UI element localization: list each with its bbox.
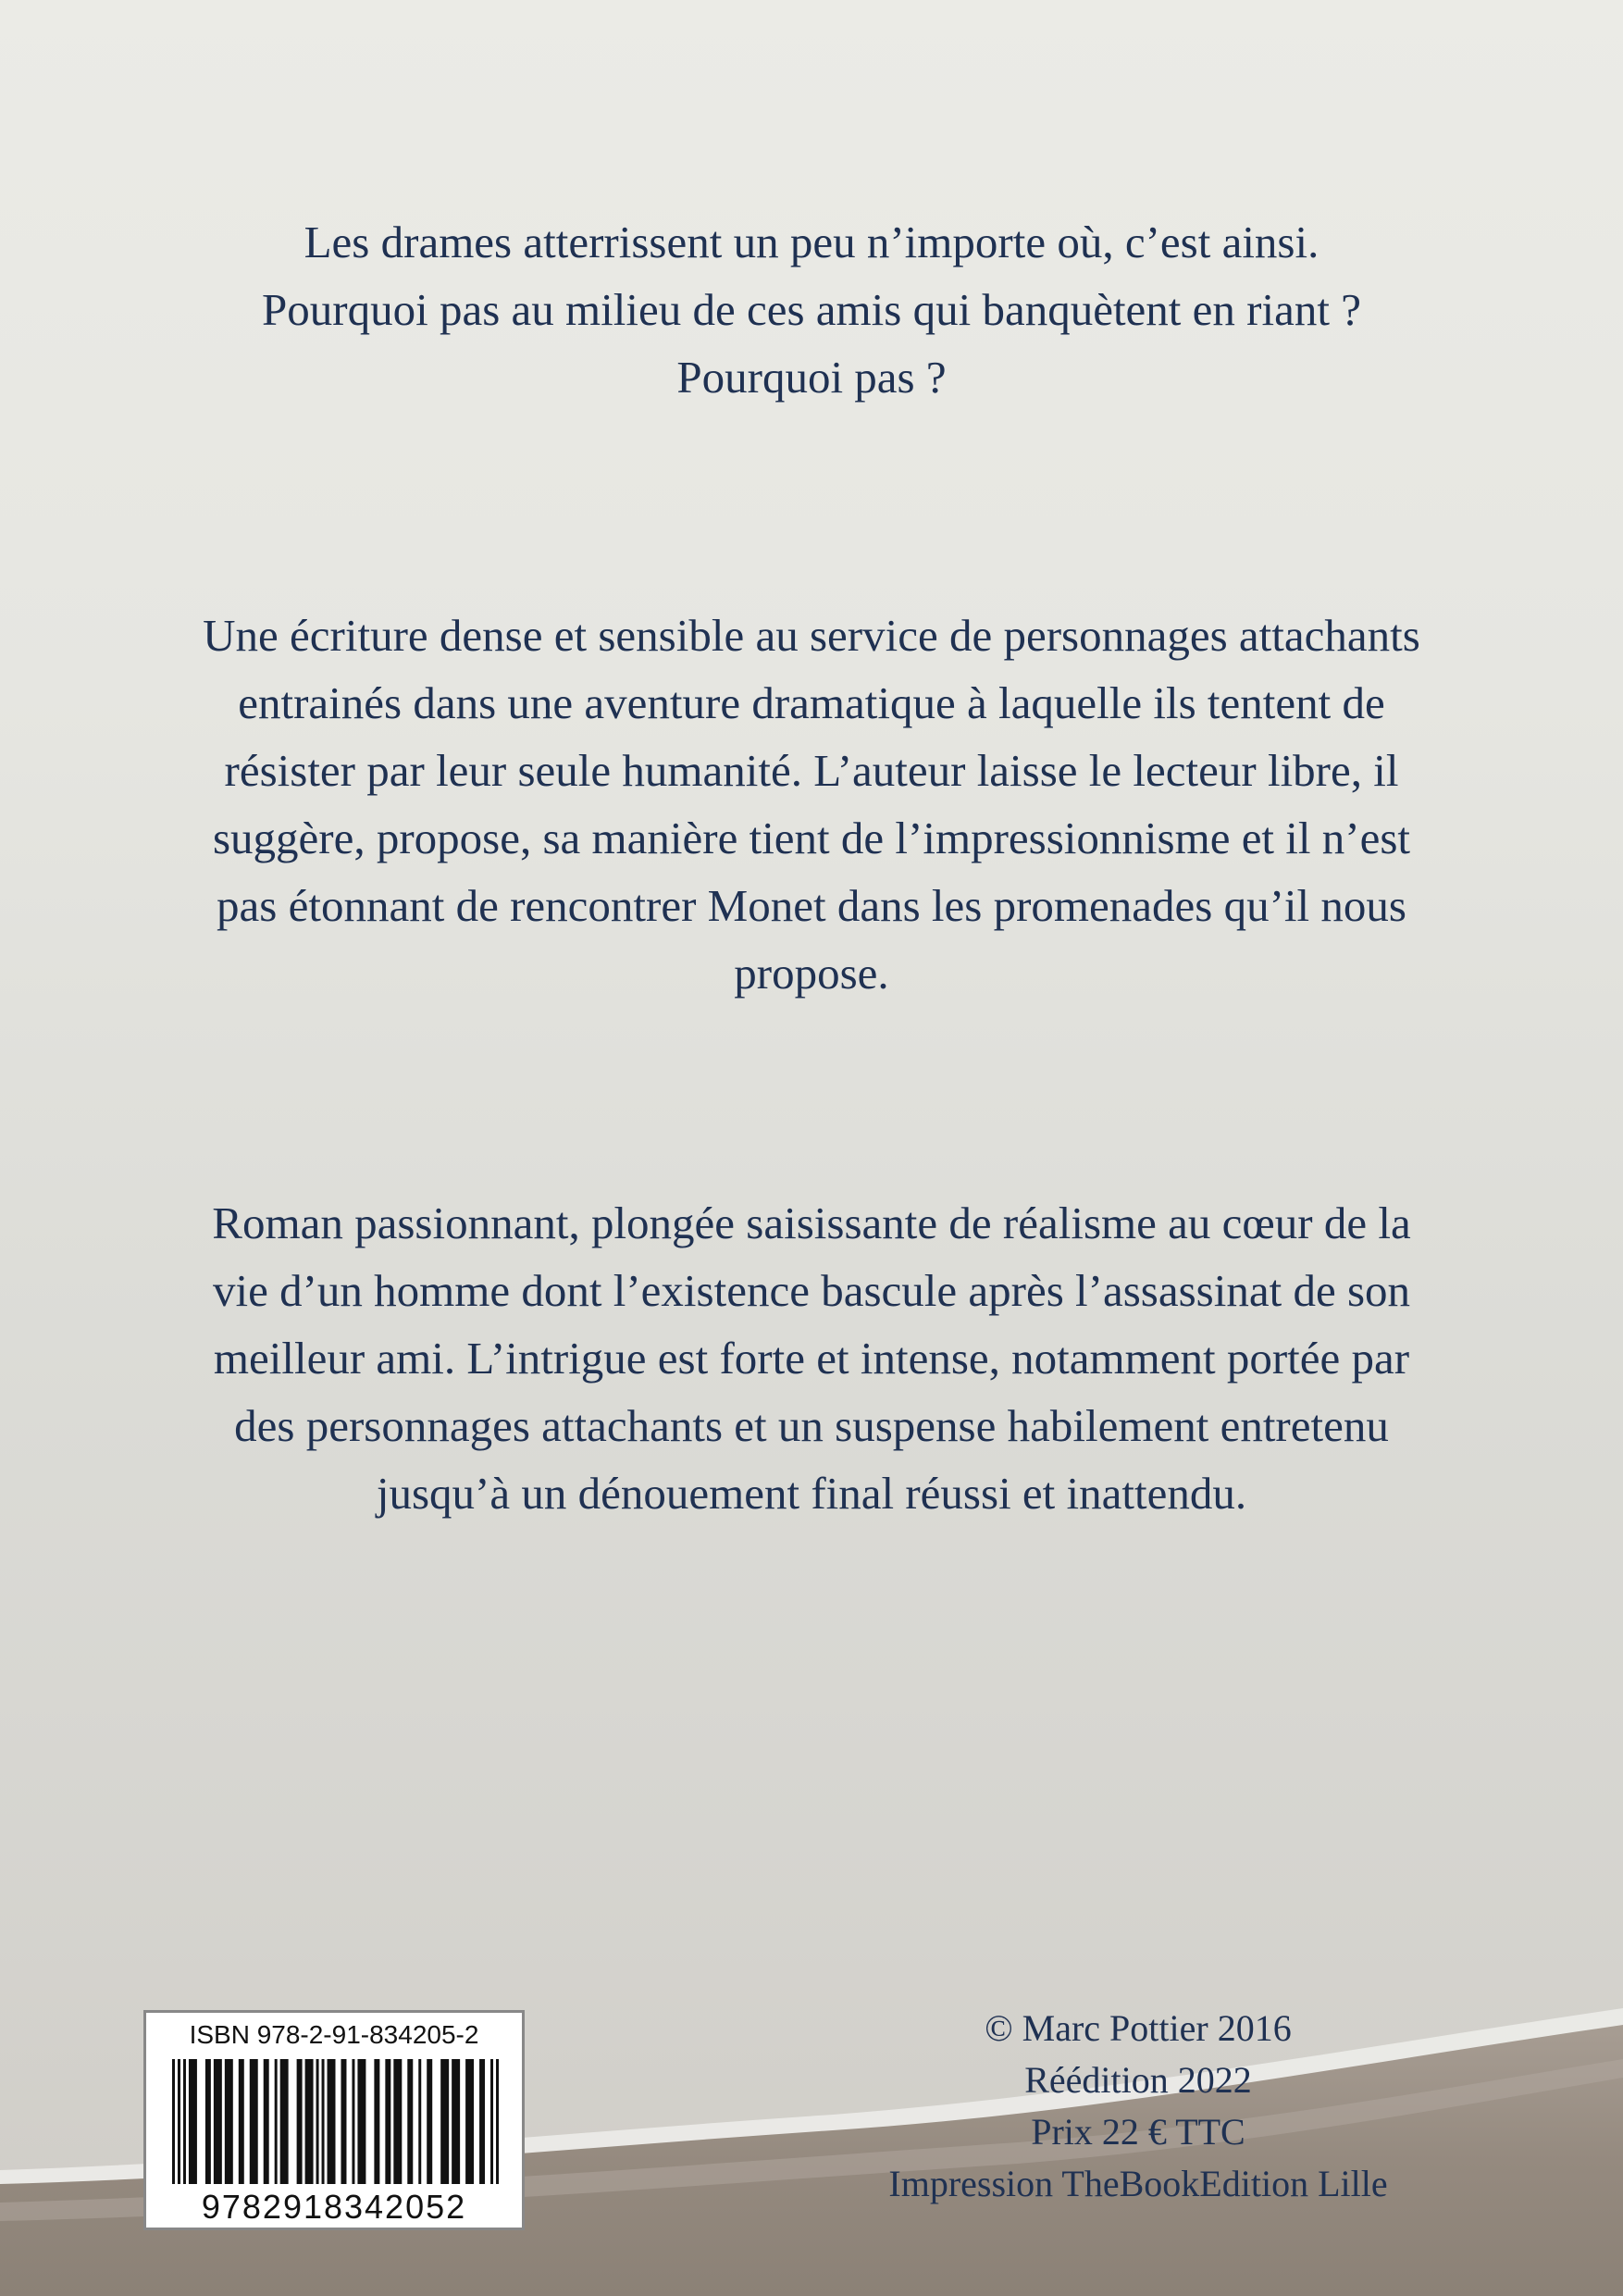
review-line: suggère, propose, sa manière tient de l’impressionnisme et il n’est xyxy=(212,813,1411,863)
barcode-bar xyxy=(385,2059,390,2184)
barcode-bar xyxy=(225,2059,233,2184)
barcode-bar xyxy=(250,2059,258,2184)
barcode-bar xyxy=(427,2059,432,2184)
review-line: Une écriture dense et sensible au service de personnages attachants xyxy=(203,610,1420,661)
copyright-line: © Marc Pottier 2016 xyxy=(985,2007,1292,2049)
barcode-bar xyxy=(205,2059,211,2184)
barcode-bar xyxy=(189,2059,197,2184)
barcode-bar xyxy=(172,2059,175,2184)
barcode-bar xyxy=(374,2059,379,2184)
barcode-bar xyxy=(305,2059,314,2184)
tagline xyxy=(37,208,1586,411)
barcode-bar xyxy=(328,2059,336,2184)
barcode-bar xyxy=(490,2059,493,2184)
barcode-bar xyxy=(465,2059,474,2184)
barcode-bar xyxy=(479,2059,485,2184)
reedition-line: Réédition 2022 xyxy=(1024,2059,1252,2101)
barcode-digits: 9782918342052 xyxy=(201,2188,467,2226)
barcode-icon xyxy=(172,2059,502,2184)
review-line: résister par leur seule humanité. L’auteur laisse le lecteur libre, il xyxy=(224,745,1399,796)
barcode-bar xyxy=(280,2059,289,2184)
barcode-bar xyxy=(407,2059,413,2184)
review-line: jusqu’à un dénouement final réussi et inattendu. xyxy=(376,1468,1247,1519)
review-paragraph-2 xyxy=(37,1189,1586,1527)
barcode-bar xyxy=(275,2059,278,2184)
barcode-bar xyxy=(357,2059,365,2184)
review-line: entrainés dans une aventure dramatique à laquelle ils tentent de xyxy=(238,677,1385,728)
review-line: Roman passionnant, plongée saisissante de réalisme au cœur de la xyxy=(212,1198,1411,1248)
credits xyxy=(814,2003,1462,2210)
barcode-bar xyxy=(496,2059,499,2184)
tagline-line: Pourquoi pas au milieu de ces amis qui banquètent en riant ? xyxy=(262,284,1361,335)
barcode-bar xyxy=(352,2059,354,2184)
printer-line: Impression TheBookEdition Lille xyxy=(888,2163,1388,2204)
barcode-bar xyxy=(239,2059,244,2184)
barcode-bar xyxy=(393,2059,402,2184)
barcode-bar xyxy=(418,2059,421,2184)
review-line: propose. xyxy=(734,948,889,999)
barcode-bar xyxy=(316,2059,319,2184)
barcode-bar xyxy=(214,2059,222,2184)
tagline-line: Les drames atterrissent un peu n’importe où, c’est ainsi. xyxy=(304,217,1319,267)
barcode-bar xyxy=(183,2059,186,2184)
isbn-label: ISBN 978-2-91-834205-2 xyxy=(189,2020,479,2049)
barcode-bar xyxy=(440,2059,449,2184)
review-line: pas étonnant de rencontrer Monet dans les promenades qu’il nous xyxy=(217,880,1406,931)
barcode-bar xyxy=(178,2059,180,2184)
barcode-bar xyxy=(264,2059,269,2184)
barcode-bar xyxy=(452,2059,460,2184)
price-line: Prix 22 € TTC xyxy=(1031,2111,1245,2153)
barcode-bar xyxy=(297,2059,303,2184)
review-line: vie d’un homme dont l’existence bascule après l’assassinat de son xyxy=(212,1265,1411,1316)
tagline-line: Pourquoi pas ? xyxy=(676,352,947,403)
isbn-barcode-box xyxy=(143,2010,525,2230)
review-line: meilleur ami. L’intrigue est forte et intense, notamment portée par xyxy=(213,1333,1410,1384)
review-line: des personnages attachants et un suspense habilement entretenu xyxy=(234,1400,1389,1451)
barcode-bar xyxy=(322,2059,325,2184)
barcode-bar xyxy=(341,2059,346,2184)
review-paragraph-1 xyxy=(37,602,1586,1007)
